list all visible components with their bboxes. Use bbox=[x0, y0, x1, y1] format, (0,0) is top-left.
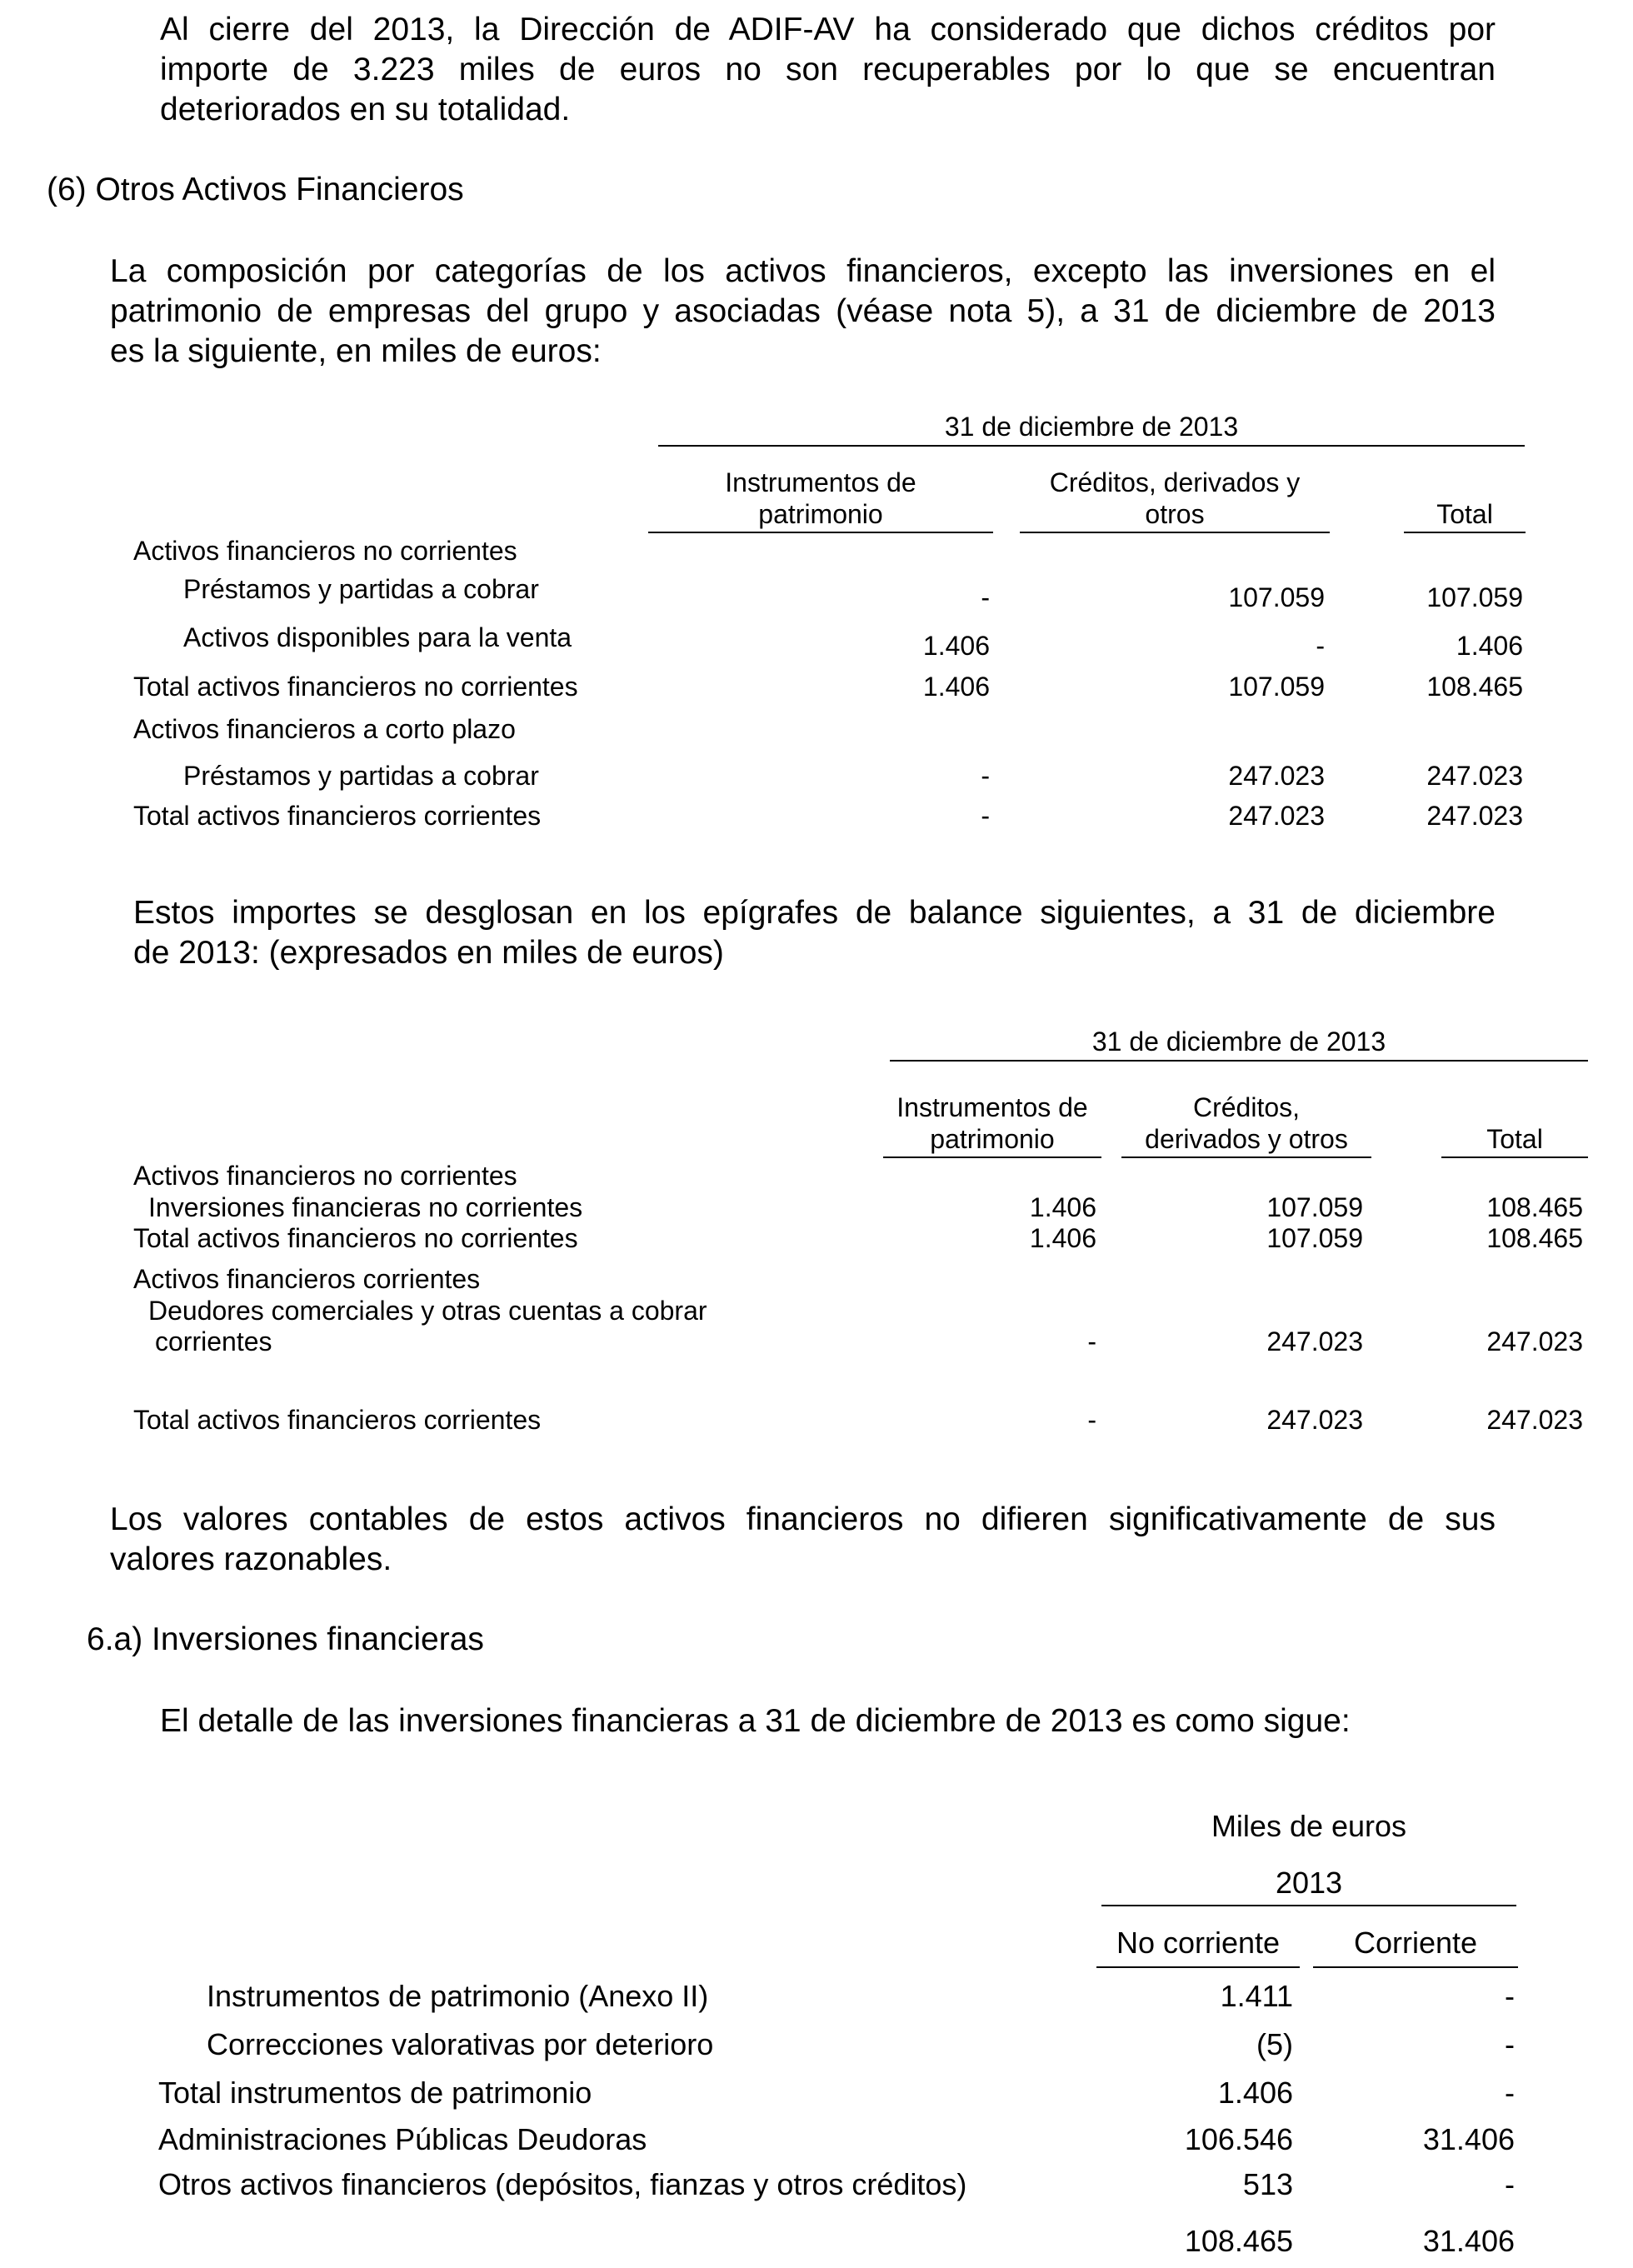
table-row-value: - bbox=[1087, 1405, 1096, 1435]
table-3-col2-header: Corriente bbox=[1353, 1926, 1478, 1960]
table-2-col3-header: Total bbox=[1486, 1124, 1543, 1154]
table-row-label: Total instrumentos de patrimonio bbox=[158, 2076, 592, 2110]
table-row-value: 107.059 bbox=[1266, 1192, 1363, 1222]
table-row-value: 247.023 bbox=[1228, 801, 1325, 831]
table-row-value: - bbox=[1505, 2167, 1515, 2201]
header-line: Instrumentos de bbox=[725, 467, 916, 497]
table-row-label: Activos financieros a corto plazo bbox=[133, 714, 516, 744]
table-row-label: corrientes bbox=[155, 1326, 272, 1356]
table-1-col1-rule bbox=[648, 532, 993, 533]
table-2-col1-rule bbox=[883, 1156, 1101, 1158]
paragraph-line: Los valores contables de estos activos financieros no difieren significativamente de sus bbox=[110, 1501, 1496, 1537]
intro-paragraph bbox=[160, 10, 1496, 130]
table-row-label: Instrumentos de patrimonio (Anexo II) bbox=[207, 1979, 709, 2013]
table-row-value: 1.406 bbox=[922, 631, 990, 661]
table-row-label: Inversiones financieras no corrientes bbox=[148, 1192, 583, 1222]
paragraph-line: Estos importes se desglosan en los epígrafes de balance siguientes, a 31 de diciembre bbox=[133, 895, 1496, 931]
header-line: Créditos, bbox=[1192, 1092, 1301, 1122]
table-row-value: 1.406 bbox=[1029, 1223, 1096, 1253]
header-line: patrimonio bbox=[758, 499, 883, 529]
table-row-label: Total activos financieros no corrientes bbox=[133, 672, 578, 702]
table-row-value: 247.023 bbox=[1486, 1405, 1583, 1435]
table-3-col1-header: No corriente bbox=[1116, 1926, 1281, 1960]
section-6a-heading: 6.a) Inversiones financieras bbox=[87, 1621, 484, 1657]
table-1-col2-header bbox=[1020, 467, 1330, 530]
table-1-col3-rule bbox=[1404, 532, 1526, 533]
table-row-label: Total activos financieros corrientes bbox=[133, 1405, 542, 1435]
header-line: Créditos, derivados y bbox=[1049, 467, 1301, 497]
table-row-label: Total activos financieros corrientes bbox=[133, 801, 542, 831]
table-3-col2-rule bbox=[1313, 1966, 1518, 1968]
table-1-col3-header: Total bbox=[1436, 499, 1493, 529]
section-6-heading: (6) Otros Activos Financieros bbox=[47, 172, 464, 207]
header-line: patrimonio bbox=[930, 1124, 1055, 1154]
table-row-value: 108.465 bbox=[1486, 1192, 1583, 1222]
table-row-value: 247.023 bbox=[1426, 761, 1523, 791]
table-2-col1-header bbox=[883, 1092, 1101, 1155]
table-row-value: - bbox=[981, 582, 990, 612]
table-row-value: - bbox=[1505, 2076, 1515, 2110]
table-row-value: 107.059 bbox=[1266, 1223, 1363, 1253]
table-total-value: 31.406 bbox=[1422, 2224, 1515, 2258]
table-row-value: 1.406 bbox=[1029, 1192, 1096, 1222]
paragraph-line: patrimonio de empresas del grupo y asociadas (véase nota 5), a 31 de diciembre de 2013 bbox=[110, 293, 1496, 329]
table-row-value: 106.546 bbox=[1184, 2122, 1293, 2156]
table-3-year: 2013 bbox=[1275, 1866, 1343, 1900]
table-1-period: 31 de diciembre de 2013 bbox=[944, 412, 1239, 442]
table-2-col2-rule bbox=[1121, 1156, 1371, 1158]
section-6-paragraph-2 bbox=[133, 893, 1496, 973]
table-row-value: 1.411 bbox=[1220, 1979, 1293, 2013]
table-row-label: Otros activos financieros (depósitos, fianzas y otros créditos) bbox=[158, 2167, 967, 2201]
paragraph-line: valores razonables. bbox=[110, 1541, 392, 1577]
table-row-value: 513 bbox=[1242, 2167, 1293, 2201]
table-row-value: 107.059 bbox=[1426, 582, 1523, 612]
intro-line: importe de 3.223 miles de euros no son recuperables por lo que se encuentran bbox=[160, 52, 1496, 87]
table-row-value: 247.023 bbox=[1426, 801, 1523, 831]
table-1-col2-rule bbox=[1020, 532, 1330, 533]
table-row-value: 247.023 bbox=[1486, 1326, 1583, 1356]
table-row-label: Administraciones Públicas Deudoras bbox=[158, 2122, 647, 2156]
table-row-value: 247.023 bbox=[1266, 1326, 1363, 1356]
table-row-value: 247.023 bbox=[1228, 761, 1325, 791]
header-line: derivados y otros bbox=[1145, 1124, 1348, 1154]
table-row-value: - bbox=[1087, 1326, 1096, 1356]
table-row-label: Activos financieros no corrientes bbox=[133, 1161, 517, 1191]
table-row-label: Deudores comerciales y otras cuentas a cobrar bbox=[148, 1296, 707, 1326]
table-1-period-rule bbox=[658, 445, 1525, 447]
table-row-label: Correcciones valorativas por deterioro bbox=[207, 2027, 714, 2061]
table-row-value: (5) bbox=[1256, 2027, 1293, 2061]
table-3-year-rule bbox=[1101, 1905, 1516, 1906]
table-row-label: Total activos financieros no corrientes bbox=[133, 1223, 578, 1253]
paragraph-line: de 2013: (expresados en miles de euros) bbox=[133, 935, 724, 971]
intro-line: deteriorados en su totalidad. bbox=[160, 92, 571, 127]
header-line: otros bbox=[1145, 499, 1205, 529]
table-3-unit: Miles de euros bbox=[1211, 1809, 1407, 1843]
table-2-period: 31 de diciembre de 2013 bbox=[1091, 1027, 1386, 1057]
table-row-value: 108.465 bbox=[1426, 672, 1523, 702]
paragraph-line: es la siguiente, en miles de euros: bbox=[110, 333, 602, 369]
table-row-value: - bbox=[1316, 631, 1325, 661]
header-line: Instrumentos de bbox=[896, 1092, 1088, 1122]
section-6-paragraph-1 bbox=[110, 252, 1496, 372]
table-row-value: - bbox=[981, 761, 990, 791]
table-row-value: 247.023 bbox=[1266, 1405, 1363, 1435]
table-row-value: 1.406 bbox=[1456, 631, 1523, 661]
table-row-value: 31.406 bbox=[1422, 2122, 1515, 2156]
paragraph-line: La composición por categorías de los activos financieros, excepto las inversiones en el bbox=[110, 253, 1496, 289]
table-row-value: 1.406 bbox=[1217, 2076, 1293, 2110]
table-row-value: 107.059 bbox=[1228, 582, 1325, 612]
table-2-period-rule bbox=[890, 1060, 1588, 1062]
section-6a-paragraph: El detalle de las inversiones financieras a 31 de diciembre de 2013 es como sigue: bbox=[160, 1703, 1351, 1739]
table-row-label: Activos financieros corrientes bbox=[133, 1264, 481, 1294]
table-2-col3-rule bbox=[1441, 1156, 1588, 1158]
table-row-value: 1.406 bbox=[922, 672, 990, 702]
intro-line: Al cierre del 2013, la Dirección de ADIF-AV ha considerado que dichos créditos por bbox=[160, 12, 1496, 47]
table-row-label: Activos disponibles para la venta bbox=[183, 622, 572, 652]
table-row-value: - bbox=[981, 801, 990, 831]
table-row-value: 107.059 bbox=[1228, 672, 1325, 702]
table-row-value: - bbox=[1505, 1979, 1515, 2013]
table-1-col1-header bbox=[648, 467, 993, 530]
table-row-value: 108.465 bbox=[1486, 1223, 1583, 1253]
section-6-paragraph-3 bbox=[110, 1500, 1496, 1580]
table-row-value: - bbox=[1505, 2027, 1515, 2061]
table-2-col2-header bbox=[1121, 1092, 1371, 1155]
table-row-label: Préstamos y partidas a cobrar bbox=[183, 761, 539, 791]
table-row-label: Préstamos y partidas a cobrar bbox=[183, 574, 539, 604]
table-row-label: Activos financieros no corrientes bbox=[133, 536, 517, 566]
table-total-value: 108.465 bbox=[1184, 2224, 1293, 2258]
table-3-col1-rule bbox=[1096, 1966, 1300, 1968]
